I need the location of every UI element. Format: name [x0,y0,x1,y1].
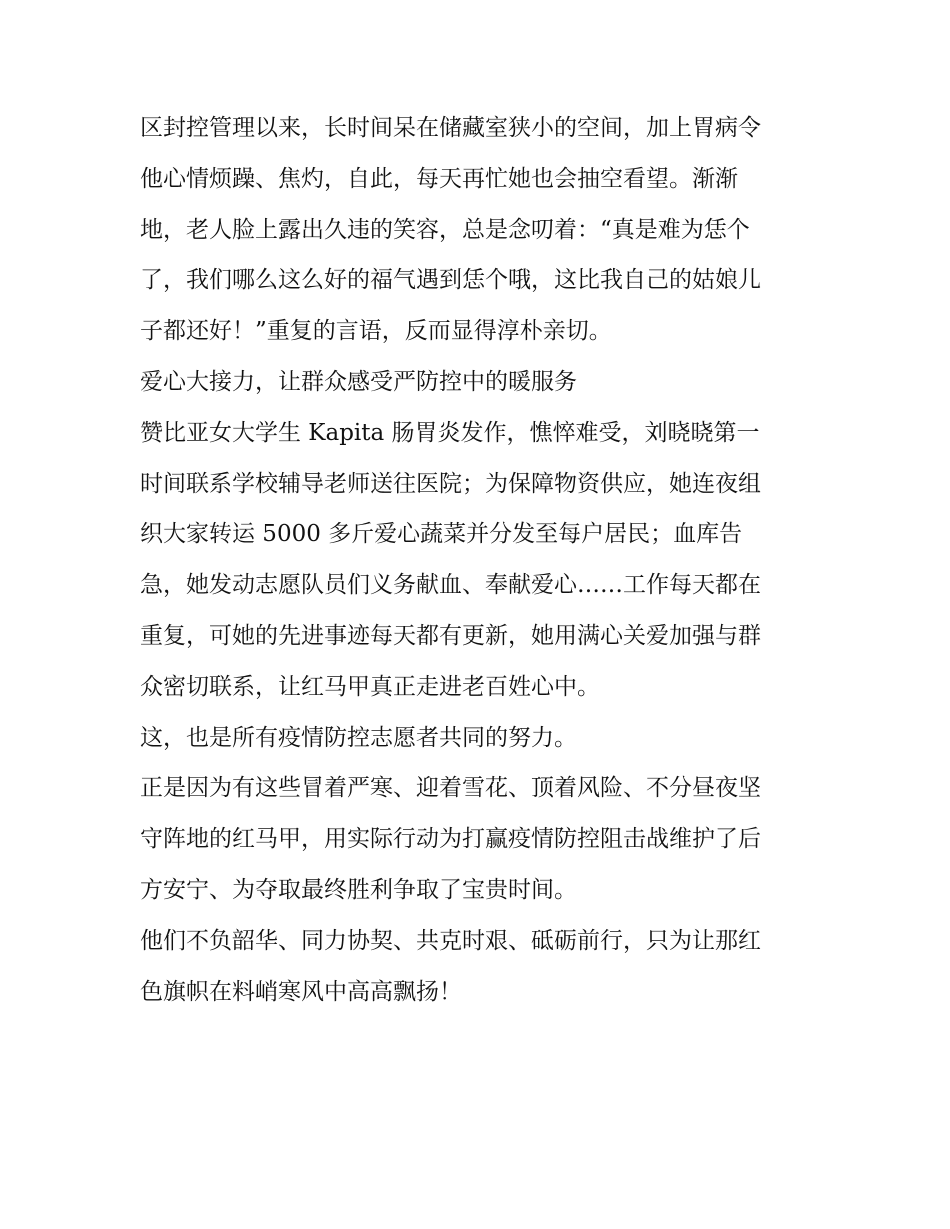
text-line-4: 了，我们哪么这么好的福气遇到恁个哦，这比我自己的姑娘儿 [140,267,761,294]
document-body [140,103,820,1017]
section-heading: 爱心大接力，让群众感受严防控中的暖服务 [140,368,577,395]
text-line-16: 方安宁、为夺取最终胜利争取了宝贵时间。 [140,876,577,903]
text-line-14: 正是因为有这些冒着严寒、迎着雪花、顶着风险、不分昼夜坚 [140,775,761,802]
text-line-8: 时间联系学校辅导老师送往医院；为保障物资供应，她连夜组 [140,470,761,497]
text-line-10: 急，她发动志愿队员们义务献血、奉献爱心……工作每天都在 [140,572,761,599]
text-line-2: 他心情烦躁、焦灼，自此，每天再忙她也会抽空看望。渐渐 [140,165,738,192]
text-line-11: 重复，可她的先进事迹每天都有更新，她用满心关爱加强与群 [140,622,761,649]
text-line-9: 织大家转运 5000 多斤爱心蔬菜并分发至每户居民；血库告 [140,521,743,548]
text-line-12: 众密切联系，让红马甲真正走进老百姓心中。 [140,673,600,700]
text-line-17: 他们不负韶华、同力协契、共克时艰、砥砺前行，只为让那红 [140,927,761,954]
text-line-13: 这，也是所有疫情防控志愿者共同的努力。 [140,724,577,751]
text-line-5: 子都还好！”重复的言语，反而显得淳朴亲切。 [140,318,612,345]
text-line-3: 地，老人脸上露出久违的笑容，总是念叨着：“真是难为恁个 [140,216,750,243]
text-line-1: 区封控管理以来，长时间呆在储藏室狭小的空间，加上胃病令 [140,115,761,141]
text-line-18: 色旗帜在料峭寒风中高高飘扬！ [140,978,462,1005]
text-line-7: 赞比亚女大学生 Kapita 肠胃炎发作，憔悴难受，刘晓晓第一 [140,419,760,446]
text-line-15: 守阵地的红马甲，用实际行动为打赢疫情防控阻击战维护了后 [140,826,761,853]
